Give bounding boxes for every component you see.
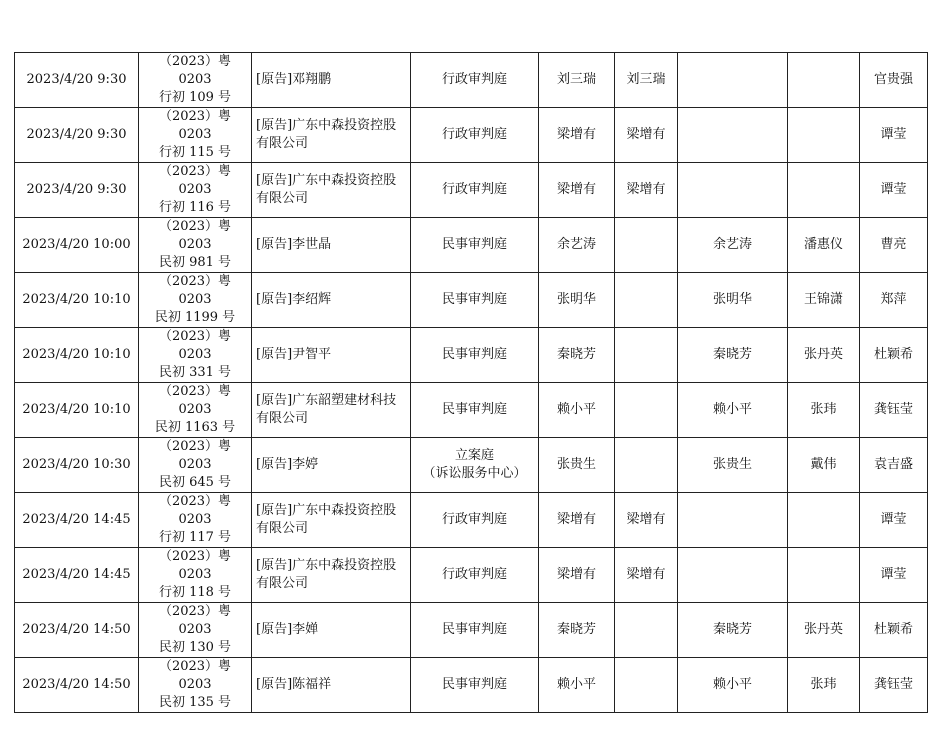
presiding-judge-cell xyxy=(678,53,788,108)
presiding-judge-cell: 余艺涛 xyxy=(678,218,788,273)
hearing-time-cell: 2023/4/20 9:30 xyxy=(15,108,139,163)
court-division-cell: 行政审判庭 xyxy=(411,108,539,163)
party-cell: [原告]李绍辉 xyxy=(252,273,411,328)
party-cell: [原告]李婵 xyxy=(252,603,411,658)
case-number-cell: （2023）粤 0203 民初 645 号 xyxy=(139,438,252,493)
assessor-cell: 潘惠仪 xyxy=(788,218,860,273)
judge-cell: 赖小平 xyxy=(539,658,615,713)
case-number-cell: （2023）粤 0203 民初 1199 号 xyxy=(139,273,252,328)
judge-cell: 梁增有 xyxy=(539,163,615,218)
court-division-cell: 行政审判庭 xyxy=(411,163,539,218)
court-division-cell: 民事审判庭 xyxy=(411,603,539,658)
table-row xyxy=(15,603,928,658)
table-row xyxy=(15,438,928,493)
hearing-time-cell: 2023/4/20 14:45 xyxy=(15,548,139,603)
judge-secondary-cell xyxy=(615,658,678,713)
case-number-cell: （2023）粤 0203 行初 116 号 xyxy=(139,163,252,218)
schedule-body xyxy=(15,53,928,713)
judge-secondary-cell xyxy=(615,273,678,328)
table-row xyxy=(15,218,928,273)
clerk-cell: 谭莹 xyxy=(860,163,928,218)
table-row xyxy=(15,273,928,328)
presiding-judge-cell xyxy=(678,548,788,603)
clerk-cell: 官贵强 xyxy=(860,53,928,108)
presiding-judge-cell: 秦晓芳 xyxy=(678,603,788,658)
judge-secondary-cell: 梁增有 xyxy=(615,163,678,218)
judge-secondary-cell: 梁增有 xyxy=(615,493,678,548)
court-division-cell: 民事审判庭 xyxy=(411,218,539,273)
assessor-cell xyxy=(788,163,860,218)
assessor-cell xyxy=(788,548,860,603)
party-cell: [原告]李世晶 xyxy=(252,218,411,273)
hearing-time-cell: 2023/4/20 10:10 xyxy=(15,328,139,383)
judge-secondary-cell xyxy=(615,328,678,383)
court-division-cell: 行政审判庭 xyxy=(411,493,539,548)
case-number-cell: （2023）粤 0203 民初 135 号 xyxy=(139,658,252,713)
clerk-cell: 龚钰莹 xyxy=(860,383,928,438)
judge-cell: 秦晓芳 xyxy=(539,328,615,383)
assessor-cell: 张玮 xyxy=(788,658,860,713)
presiding-judge-cell xyxy=(678,108,788,163)
hearing-time-cell: 2023/4/20 10:10 xyxy=(15,383,139,438)
case-number-cell: （2023）粤 0203 行初 115 号 xyxy=(139,108,252,163)
court-division-cell: 行政审判庭 xyxy=(411,53,539,108)
judge-secondary-cell xyxy=(615,603,678,658)
assessor-cell xyxy=(788,53,860,108)
case-number-cell: （2023）粤 0203 民初 981 号 xyxy=(139,218,252,273)
case-number-cell: （2023）粤 0203 行初 117 号 xyxy=(139,493,252,548)
judge-secondary-cell xyxy=(615,218,678,273)
party-cell: [原告]广东中森投资控股有限公司 xyxy=(252,163,411,218)
clerk-cell: 袁吉盛 xyxy=(860,438,928,493)
clerk-cell: 龚钰莹 xyxy=(860,658,928,713)
hearing-time-cell: 2023/4/20 10:00 xyxy=(15,218,139,273)
presiding-judge-cell: 赖小平 xyxy=(678,658,788,713)
assessor-cell: 王锦潇 xyxy=(788,273,860,328)
table-row xyxy=(15,53,928,108)
assessor-cell: 张丹英 xyxy=(788,603,860,658)
case-number-cell: （2023）粤 0203 行初 109 号 xyxy=(139,53,252,108)
hearing-time-cell: 2023/4/20 14:50 xyxy=(15,603,139,658)
table-row xyxy=(15,108,928,163)
hearing-time-cell: 2023/4/20 14:45 xyxy=(15,493,139,548)
party-cell: [原告]邓翔鹏 xyxy=(252,53,411,108)
clerk-cell: 郑萍 xyxy=(860,273,928,328)
judge-secondary-cell xyxy=(615,438,678,493)
party-cell: [原告]广东韶塑建材科技有限公司 xyxy=(252,383,411,438)
hearing-time-cell: 2023/4/20 9:30 xyxy=(15,53,139,108)
court-division-cell: 立案庭 （诉讼服务中心） xyxy=(411,438,539,493)
case-number-cell: （2023）粤 0203 行初 118 号 xyxy=(139,548,252,603)
judge-cell: 梁增有 xyxy=(539,493,615,548)
judge-cell: 梁增有 xyxy=(539,548,615,603)
judge-secondary-cell: 梁增有 xyxy=(615,548,678,603)
court-division-cell: 民事审判庭 xyxy=(411,658,539,713)
assessor-cell: 张玮 xyxy=(788,383,860,438)
presiding-judge-cell xyxy=(678,163,788,218)
judge-cell: 余艺涛 xyxy=(539,218,615,273)
clerk-cell: 谭莹 xyxy=(860,548,928,603)
presiding-judge-cell: 张明华 xyxy=(678,273,788,328)
assessor-cell: 张丹英 xyxy=(788,328,860,383)
table-row xyxy=(15,163,928,218)
judge-cell: 赖小平 xyxy=(539,383,615,438)
party-cell: [原告]李婷 xyxy=(252,438,411,493)
hearing-time-cell: 2023/4/20 10:30 xyxy=(15,438,139,493)
party-cell: [原告]广东中森投资控股有限公司 xyxy=(252,548,411,603)
party-cell: [原告]陈福祥 xyxy=(252,658,411,713)
clerk-cell: 谭莹 xyxy=(860,108,928,163)
case-number-cell: （2023）粤 0203 民初 331 号 xyxy=(139,328,252,383)
case-number-cell: （2023）粤 0203 民初 130 号 xyxy=(139,603,252,658)
table-row xyxy=(15,658,928,713)
court-division-cell: 民事审判庭 xyxy=(411,383,539,438)
party-cell: [原告]广东中森投资控股有限公司 xyxy=(252,493,411,548)
clerk-cell: 杜颖希 xyxy=(860,328,928,383)
hearing-schedule-table xyxy=(14,52,928,713)
presiding-judge-cell: 张贵生 xyxy=(678,438,788,493)
court-division-cell: 民事审判庭 xyxy=(411,328,539,383)
judge-cell: 秦晓芳 xyxy=(539,603,615,658)
clerk-cell: 曹亮 xyxy=(860,218,928,273)
table-row xyxy=(15,328,928,383)
judge-cell: 张贵生 xyxy=(539,438,615,493)
case-number-cell: （2023）粤 0203 民初 1163 号 xyxy=(139,383,252,438)
table-row xyxy=(15,383,928,438)
judge-secondary-cell xyxy=(615,383,678,438)
judge-cell: 张明华 xyxy=(539,273,615,328)
judge-secondary-cell: 刘三瑞 xyxy=(615,53,678,108)
judge-cell: 刘三瑞 xyxy=(539,53,615,108)
court-division-cell: 民事审判庭 xyxy=(411,273,539,328)
presiding-judge-cell: 秦晓芳 xyxy=(678,328,788,383)
judge-secondary-cell: 梁增有 xyxy=(615,108,678,163)
party-cell: [原告]尹智平 xyxy=(252,328,411,383)
assessor-cell xyxy=(788,493,860,548)
judge-cell: 梁增有 xyxy=(539,108,615,163)
table-row xyxy=(15,548,928,603)
hearing-time-cell: 2023/4/20 10:10 xyxy=(15,273,139,328)
table-row xyxy=(15,493,928,548)
presiding-judge-cell xyxy=(678,493,788,548)
clerk-cell: 杜颖希 xyxy=(860,603,928,658)
court-division-cell: 行政审判庭 xyxy=(411,548,539,603)
assessor-cell: 戴伟 xyxy=(788,438,860,493)
assessor-cell xyxy=(788,108,860,163)
hearing-time-cell: 2023/4/20 14:50 xyxy=(15,658,139,713)
hearing-time-cell: 2023/4/20 9:30 xyxy=(15,163,139,218)
party-cell: [原告]广东中森投资控股有限公司 xyxy=(252,108,411,163)
presiding-judge-cell: 赖小平 xyxy=(678,383,788,438)
clerk-cell: 谭莹 xyxy=(860,493,928,548)
